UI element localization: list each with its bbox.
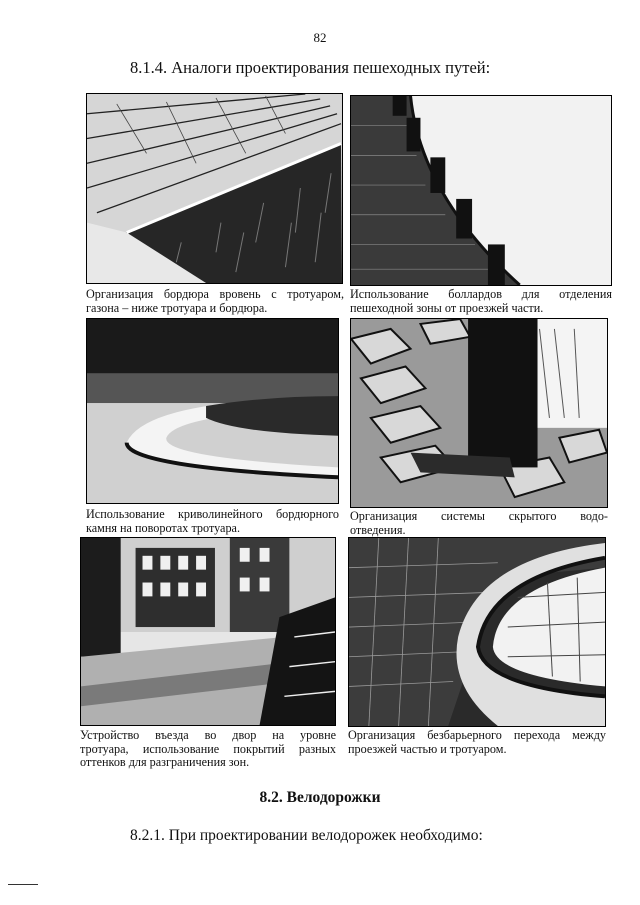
caption-line: проезжей частью и тротуаром. bbox=[348, 741, 507, 756]
caption-line: тротуара, использование покрытий разных bbox=[80, 741, 336, 756]
figure-caption-4 bbox=[350, 510, 608, 537]
caption-line: Организация системы скрытого водо- bbox=[350, 509, 608, 523]
caption-line: Использование боллардов для отделения bbox=[350, 287, 612, 301]
photo-flush-curb bbox=[86, 93, 343, 284]
caption-line: отведения. bbox=[350, 522, 406, 537]
photo-courtyard-entrance bbox=[80, 537, 336, 726]
photo-barrier-free-crossing bbox=[348, 537, 606, 727]
figure-caption-1 bbox=[86, 288, 344, 315]
caption-line: камня на поворотах тротуара. bbox=[86, 520, 241, 535]
caption-line: Организация безбарьерного перехода между bbox=[348, 728, 606, 742]
page-number: 82 bbox=[313, 30, 327, 45]
photo-curved-curb bbox=[86, 318, 339, 504]
caption-line: Организация бордюра вровень с тротуаром, bbox=[86, 287, 344, 301]
caption-line: газона – ниже тротуара и бордюра. bbox=[86, 300, 268, 315]
figure-caption-5 bbox=[80, 729, 336, 770]
figure-caption-6 bbox=[348, 729, 606, 756]
figure-caption-3 bbox=[86, 508, 339, 535]
photo-hidden-drainage bbox=[350, 318, 608, 508]
caption-line: пешеходной зоны от проезжей части. bbox=[350, 300, 544, 315]
section-title: 8.1.4. Аналоги проектирования пешеходных путей: bbox=[130, 58, 491, 77]
subsection-heading: 8.2. Велодорожки bbox=[259, 789, 381, 806]
caption-line: оттенков для разграничения зон. bbox=[80, 755, 250, 769]
caption-line: Использование криволинейного бордюрного bbox=[86, 507, 339, 521]
caption-line: Устройство въезда во двор на уровне bbox=[80, 728, 336, 742]
figure-caption-2 bbox=[350, 288, 612, 315]
paragraph: 8.2.1. При проектировании велодорожек необходимо: bbox=[130, 827, 483, 844]
photo-bollards bbox=[350, 95, 612, 286]
footer-divider bbox=[8, 884, 38, 885]
